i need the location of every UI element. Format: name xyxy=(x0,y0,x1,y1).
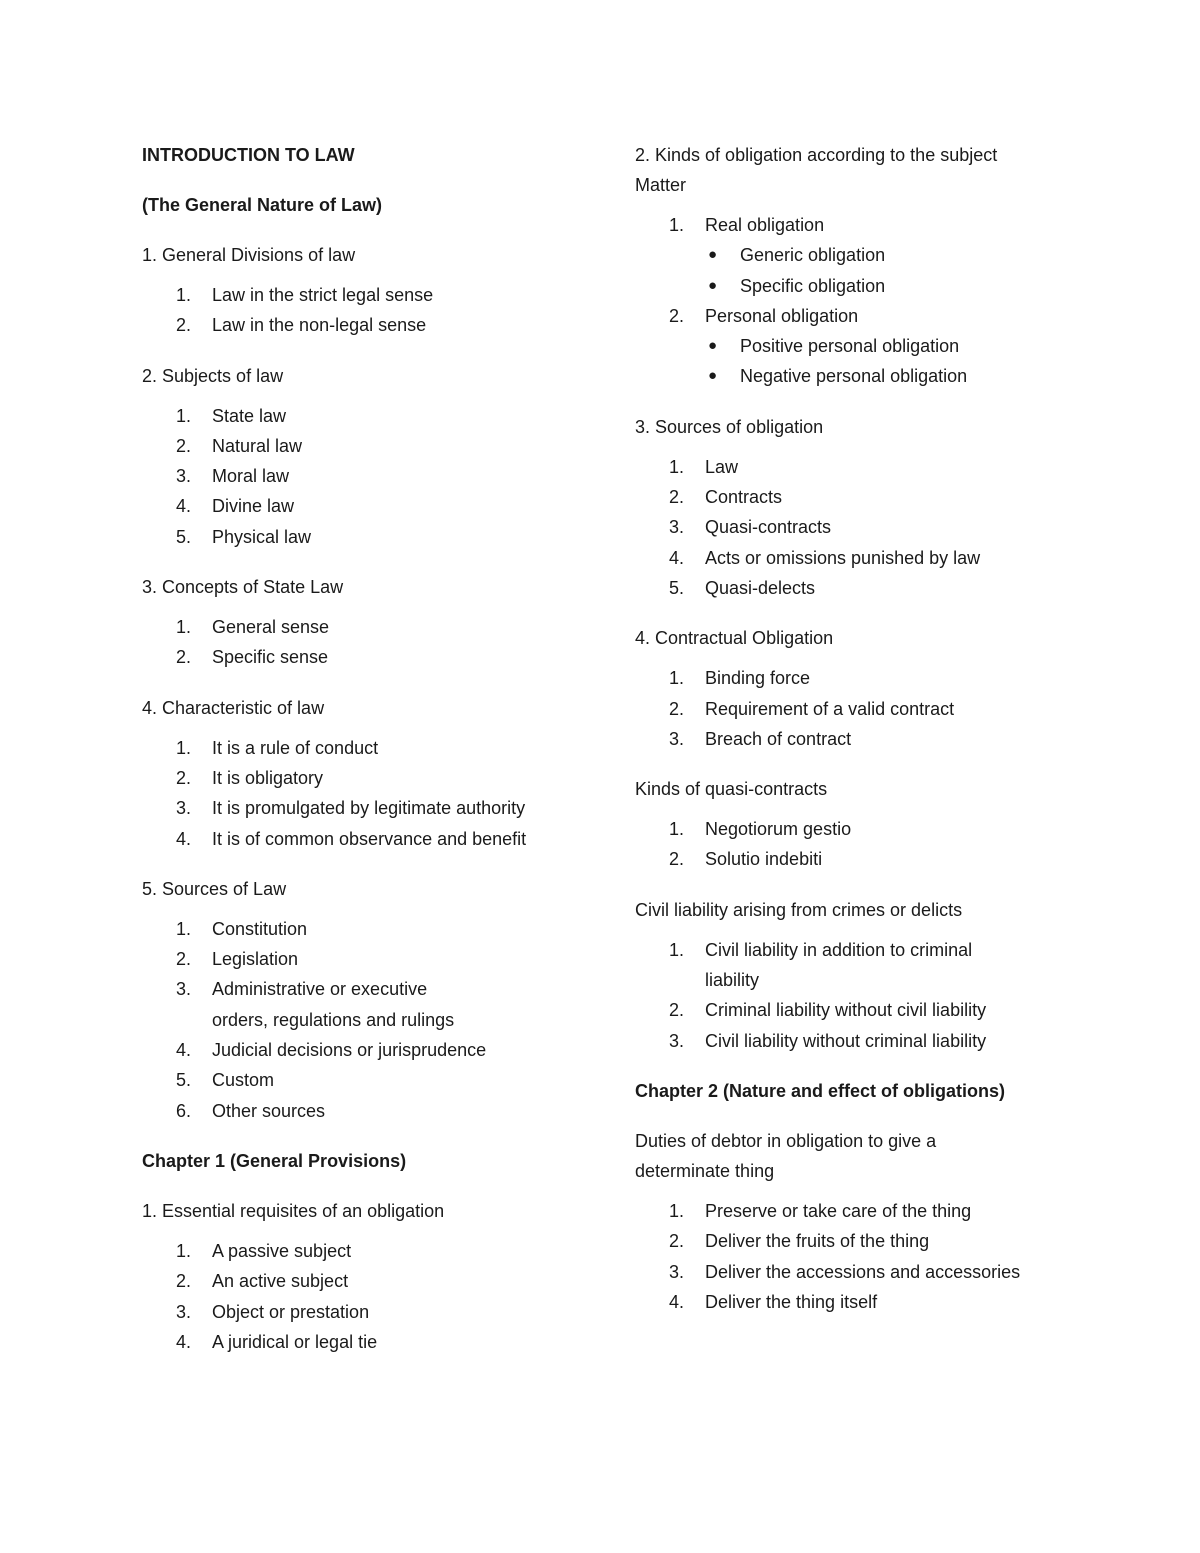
list-item: 4. Judicial decisions or jurisprudence xyxy=(176,1040,487,1061)
list-item: 1. Preserve or take care of the thing xyxy=(669,1200,972,1221)
list-item: 1. Law xyxy=(669,456,739,477)
list-characteristic-of-law xyxy=(142,733,612,854)
list-item: 1. Constitution xyxy=(176,918,308,939)
list-item: 1. General sense xyxy=(176,617,330,638)
chapter-2-heading: Chapter 2 (Nature and effect of obligations) xyxy=(635,1080,1006,1101)
list-item: 5. Custom xyxy=(176,1070,275,1091)
list-essential-requisites xyxy=(142,1236,612,1357)
sublist-personal-obligation xyxy=(705,331,1075,392)
list-item: 1. A passive subject xyxy=(176,1240,352,1261)
list-item: 3. Object or prestation xyxy=(176,1301,370,1322)
list-sources-of-obligation xyxy=(635,452,1075,603)
bullet-icon: ● xyxy=(708,337,718,355)
list-item: 1. Law in the strict legal sense xyxy=(176,285,434,305)
list-item: 2. An active subject xyxy=(176,1271,349,1292)
sub-list-item: ● Generic obligation xyxy=(705,240,1075,270)
list-subjects-of-law xyxy=(142,401,612,552)
list-item: 3. Quasi-contracts xyxy=(669,517,832,538)
list-item: 1. Binding force xyxy=(669,668,811,689)
list-item: 1. Negotiorum gestio xyxy=(669,819,852,840)
list-item: 2. Natural law xyxy=(176,435,303,456)
bullet-icon: ● xyxy=(708,246,718,264)
list-item: 2. Specific sense xyxy=(176,647,329,668)
right-column xyxy=(635,140,1075,1337)
section-heading-sources-of-law: 5. Sources of Law xyxy=(142,878,287,899)
list-item: 4. It is of common observance and benefit xyxy=(176,828,527,849)
list-item: 4. Deliver the thing itself xyxy=(669,1291,878,1312)
bullet-icon: ● xyxy=(708,276,718,294)
list-civil-liability xyxy=(635,935,1075,1056)
list-item: 1. State law xyxy=(176,405,287,426)
section-heading-contractual-obligation: 4. Contractual Obligation xyxy=(635,628,834,649)
sub-list-item: ● Specific obligation xyxy=(705,271,1075,301)
chapter-1-heading: Chapter 1 (General Provisions) xyxy=(142,1150,407,1171)
list-duties-of-debtor xyxy=(635,1196,1075,1317)
section-heading-subjects-of-law: 2. Subjects of law xyxy=(142,365,284,386)
list-item: 2. Criminal liability without civil liability xyxy=(669,1000,987,1021)
sub-list-item: ● Negative personal obligation xyxy=(705,361,1075,391)
list-item: 3. Administrative or executive orders, regulations and rulings xyxy=(176,979,455,1030)
list-item: 5. Quasi-delects xyxy=(669,577,816,598)
list-item: 3. Breach of contract xyxy=(669,728,852,749)
list-item: 6. Other sources xyxy=(176,1100,326,1121)
list-item: 3. Moral law xyxy=(176,466,290,487)
section-heading-sources-of-obligation: 3. Sources of obligation xyxy=(635,416,824,437)
list-item: 1. Real obligation ● Generic obligation ● Specific obligation xyxy=(635,210,1075,301)
list-kinds-of-obligation xyxy=(635,210,1075,392)
section-heading-duties-of-debtor: Duties of debtor in obligation to give a determinate thing xyxy=(635,1130,937,1181)
list-item: 2. Deliver the fruits of the thing xyxy=(669,1231,930,1252)
document-subtitle: (The General Nature of Law) xyxy=(142,195,383,215)
list-item: 2. Law in the non-legal sense xyxy=(176,315,427,336)
section-heading-essential-requisites: 1. Essential requisites of an obligation xyxy=(142,1200,445,1221)
section-heading-concepts-of-state-law: 3. Concepts of State Law xyxy=(142,577,344,598)
section-heading-civil-liability: Civil liability arising from crimes or delicts xyxy=(635,899,963,920)
list-item: 3. Deliver the accessions and accessories xyxy=(669,1261,1021,1282)
list-item: 1. It is a rule of conduct xyxy=(176,737,379,758)
list-item: 2. Requirement of a valid contract xyxy=(669,698,955,719)
list-item: 3. It is promulgated by legitimate authority xyxy=(176,798,526,819)
bullet-icon: ● xyxy=(708,367,718,385)
list-sources-of-law xyxy=(142,914,612,1126)
section-heading-kinds-of-obligation: 2. Kinds of obligation according to the subject Matter xyxy=(635,145,998,195)
list-item: 3. Civil liability without criminal liability xyxy=(669,1030,987,1051)
document-title: INTRODUCTION TO LAW xyxy=(142,145,355,165)
list-item: 2. Contracts xyxy=(669,487,783,508)
sub-list-item: ● Positive personal obligation xyxy=(705,331,1075,361)
list-general-divisions xyxy=(142,280,612,341)
list-contractual-obligation xyxy=(635,663,1075,754)
section-heading-characteristic-of-law: 4. Characteristic of law xyxy=(142,697,325,718)
list-item: 1. Civil liability in addition to criminal liability xyxy=(669,939,973,991)
list-item: 2. Legislation xyxy=(176,949,299,970)
section-heading-general-divisions: 1. General Divisions of law xyxy=(142,245,356,265)
list-item: 4. A juridical or legal tie xyxy=(176,1331,378,1352)
list-item: 4. Divine law xyxy=(176,496,295,517)
list-item: 2. It is obligatory xyxy=(176,767,324,788)
list-item: 5. Physical law xyxy=(176,526,312,547)
left-column xyxy=(142,140,612,1377)
section-heading-kinds-of-quasi-contracts: Kinds of quasi-contracts xyxy=(635,779,828,800)
list-kinds-of-quasi-contracts xyxy=(635,814,1075,875)
list-item: 4. Acts or omissions punished by law xyxy=(669,547,981,568)
list-item: 2. Personal obligation ● Positive personal obligation ● Negative personal obligation xyxy=(635,301,1075,392)
list-item: 2. Solutio indebiti xyxy=(669,849,823,870)
sublist-real-obligation xyxy=(705,240,1075,301)
list-concepts-of-state-law xyxy=(142,612,612,673)
